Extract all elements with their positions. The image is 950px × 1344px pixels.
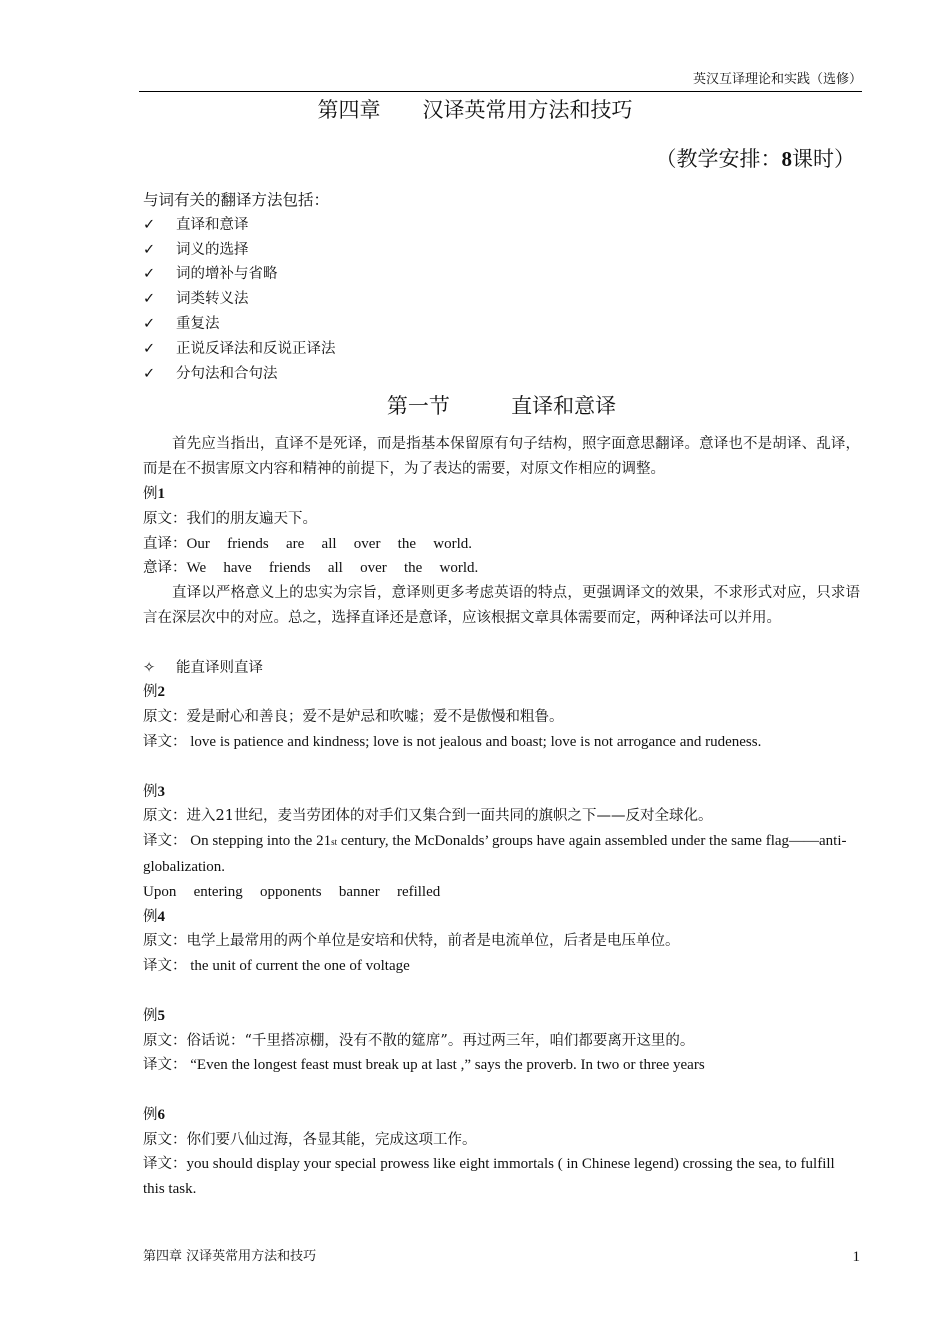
- example-2-source: 原文：爱是耐心和善良；爱不是妒忌和吹嘘；爱不是傲慢和粗鲁。: [143, 709, 564, 726]
- list-item: [143, 287, 860, 312]
- example-1-label: [143, 482, 860, 507]
- list-item-label: 正说反译法和反说正译法: [176, 340, 336, 357]
- example-1-literal: [143, 532, 860, 557]
- translation-text: century, the McDonalds’ groups have again assembled under the same flag——anti-globalization.: [143, 833, 847, 875]
- translation-label: 译文：: [143, 1156, 187, 1173]
- spacer: [143, 1078, 860, 1103]
- paragraph-1: 首先应当指出，直译不是死译，而是指基本保留原有句子结构，照字面意思翻译。意译也不是胡译、乱译，而是在不损害原文内容和精神的前提下，为了表达的需要，对原文作相应的调整。: [143, 436, 860, 478]
- running-header: [139, 72, 862, 92]
- list-item: [143, 213, 860, 238]
- methods-lead: 与词有关的翻译方法包括：: [143, 191, 330, 209]
- checkmark-icon: ✓: [143, 365, 156, 382]
- page-body: [143, 188, 860, 1202]
- methods-list: [143, 213, 860, 387]
- translation-text: “Even the longest feast must break up at last ,” says the proverb. In two or three years: [186, 1057, 705, 1074]
- translation-text: love is patience and kindness; love is not jealous and boast; love is not arrogance and rudeness.: [186, 733, 762, 750]
- translation-label: 译文：: [143, 1057, 187, 1074]
- example-3-source: 原文：进入21世纪，麦当劳团体的对手们又集合到一面共同的旗帜之下——反对全球化。: [143, 808, 713, 825]
- example-word: 例: [143, 684, 158, 701]
- example-3-label: [143, 780, 860, 805]
- subheading-text: 能直译则直译: [176, 659, 263, 676]
- list-item: [143, 362, 860, 387]
- example-6-translation: [143, 1152, 860, 1202]
- translation-text: the unit of current the one of voltage: [186, 958, 410, 975]
- page-number: 1: [852, 1249, 860, 1265]
- checkmark-icon: ✓: [143, 340, 156, 357]
- teaching-schedule: [656, 145, 856, 173]
- example-2-label: [143, 680, 860, 705]
- footer-chapter: 第四章 汉译英常用方法和技巧: [143, 1249, 317, 1264]
- example-2-translation: [143, 730, 860, 755]
- list-item: [143, 312, 860, 337]
- example-word: 例: [143, 1106, 158, 1123]
- list-item-label: 词的增补与省略: [176, 266, 278, 283]
- subheading-literal-first: [143, 656, 860, 681]
- checkmark-icon: ✓: [143, 266, 156, 283]
- list-item-label: 词类转义法: [176, 291, 249, 308]
- example-6-source: 原文：你们要八仙过海，各显其能，完成这项工作。: [143, 1131, 477, 1148]
- example-word: 例: [143, 1007, 158, 1024]
- schedule-prefix: （教学安排：: [655, 147, 782, 171]
- spacer: [143, 755, 860, 780]
- schedule-suffix: 课时）: [792, 147, 855, 171]
- chapter-title: 第四章 汉译英常用方法和技巧: [317, 98, 633, 122]
- checkmark-icon: ✓: [143, 241, 156, 258]
- checkmark-icon: ✓: [143, 291, 156, 308]
- list-item: [143, 262, 860, 287]
- example-1-source: 原文：我们的朋友遍天下。: [143, 510, 317, 527]
- example-1-free: [143, 556, 860, 581]
- example-3-vocabulary: Upon entering opponents banner refilled: [143, 883, 441, 900]
- example-5-label: [143, 1004, 860, 1029]
- list-item-label: 直译和意译: [176, 216, 249, 233]
- section-title: 第一节 直译和意译: [386, 394, 617, 419]
- paragraph-2: 直译以严格意义上的忠实为宗旨，意译则更多考虑英语的特点，更强调译文的效果，不求形式对应，只求语言在深层次中的对应。总之，选择直译还是意译，应该根据文章具体需要而定，两种译法可以并用。: [143, 585, 860, 626]
- checkmark-icon: ✓: [143, 315, 156, 332]
- ordinal-suffix: st: [331, 837, 338, 848]
- running-title: 英汉互译理论和实践（选修）: [692, 72, 862, 87]
- example-5-source: 原文：俗话说：“千里搭凉棚，没有不散的筵席”。再过两三年，咱们都要离开这里的。: [143, 1032, 695, 1049]
- page-footer: [143, 1248, 860, 1266]
- free-label: 意译：: [143, 560, 187, 577]
- example-word: 例: [143, 485, 158, 502]
- literal-label: 直译：: [143, 535, 187, 552]
- example-number: 2: [157, 684, 165, 701]
- example-number: 6: [157, 1106, 165, 1123]
- example-number: 1: [157, 485, 165, 502]
- example-word: 例: [143, 908, 158, 925]
- example-3-translation: [143, 829, 860, 880]
- example-number: 3: [157, 783, 165, 800]
- free-text: We have friends all over the world.: [186, 560, 479, 577]
- translation-text: On stepping into the 21: [186, 833, 332, 850]
- list-item-label: 重复法: [176, 315, 220, 332]
- literal-text: Our friends are all over the world.: [186, 535, 473, 552]
- list-item-label: 分句法和合句法: [176, 365, 278, 382]
- translation-label: 译文：: [143, 833, 187, 850]
- example-4-label: [143, 905, 860, 930]
- list-item-label: 词义的选择: [176, 241, 249, 258]
- diamond-bullet-icon: ✧: [143, 659, 156, 676]
- translation-label: 译文：: [143, 733, 187, 750]
- translation-text: you should display your special prowess like eight immortals ( in Chinese legend) crossing the sea, to fulfill this task.: [143, 1156, 835, 1198]
- schedule-hours: 8: [781, 147, 792, 171]
- list-item: [143, 238, 860, 263]
- translation-label: 译文：: [143, 958, 187, 975]
- example-word: 例: [143, 783, 158, 800]
- example-4-source: 原文：电学上最常用的两个单位是安培和伏特，前者是电流单位，后者是电压单位。: [143, 933, 680, 950]
- example-number: 5: [157, 1007, 165, 1024]
- example-4-translation: [143, 954, 860, 979]
- spacer: [143, 979, 860, 1004]
- example-5-translation: [143, 1053, 860, 1078]
- checkmark-icon: ✓: [143, 216, 156, 233]
- list-item: [143, 337, 860, 362]
- example-number: 4: [157, 908, 165, 925]
- spacer: [143, 631, 860, 656]
- example-6-label: [143, 1103, 860, 1128]
